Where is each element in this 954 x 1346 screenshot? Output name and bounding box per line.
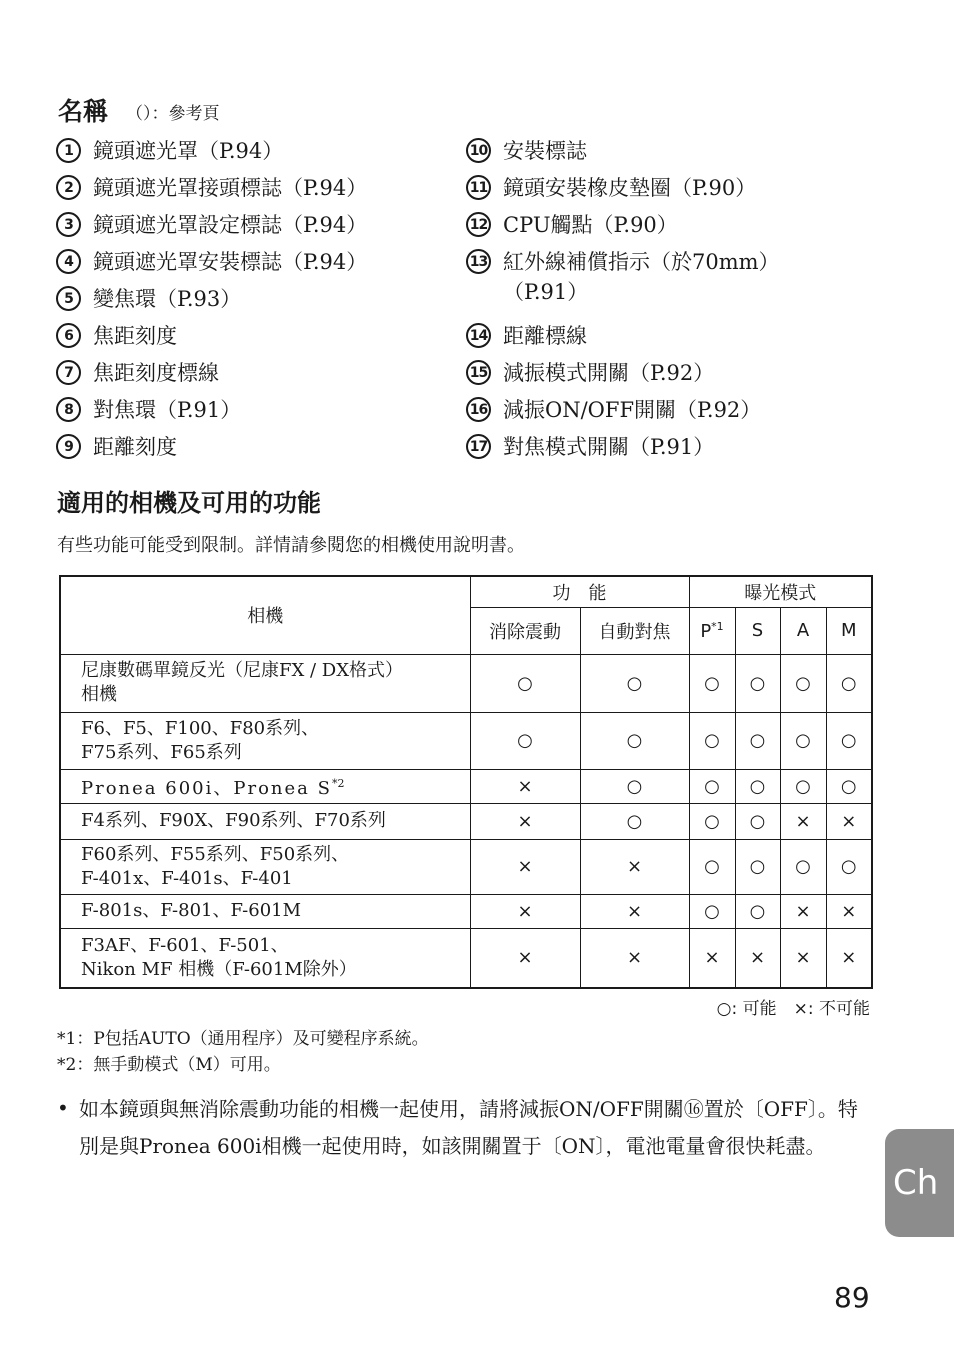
- mark-cell: ○: [580, 769, 689, 803]
- footnote-1: *1：P包括AUTO（通用程序）及可變程序系統。: [57, 1029, 429, 1049]
- circled-number: 13: [466, 249, 491, 274]
- mark-cell: ○: [580, 712, 689, 769]
- mark-cell: ×: [826, 928, 872, 988]
- part-name: 減振模式開關（P.92）: [503, 361, 715, 385]
- header-m: M: [826, 607, 872, 654]
- circled-number: 11: [466, 175, 491, 200]
- section-title: 適用的相機及可用的功能: [57, 489, 321, 517]
- part-name: 對焦模式開關（P.91）: [503, 435, 715, 459]
- mark-cell: ○: [826, 654, 872, 712]
- mark-cell: ○: [689, 654, 735, 712]
- chapter-tab-label: Ch: [893, 1163, 939, 1203]
- mark-cell: ○: [470, 654, 580, 712]
- chapter-tab: [885, 1129, 954, 1237]
- mark-cell: ×: [580, 839, 689, 894]
- header-p-label: P: [700, 620, 712, 642]
- mark-cell: ×: [780, 928, 826, 988]
- mark-cell: ○: [735, 803, 780, 839]
- camera-line: Nikon MF 相機（F-601M除外）: [81, 958, 357, 980]
- camera-line: 尼康數碼單鏡反光（尼康FX / DX格式）: [81, 660, 404, 681]
- header-af: 自動對焦: [580, 607, 689, 654]
- header-camera: 相機: [60, 576, 470, 654]
- circled-number: 1: [56, 138, 81, 163]
- names-title: 名稱: [58, 97, 109, 126]
- names-list-right: [466, 136, 833, 469]
- camera-line: Pronea 600i、Pronea S: [81, 777, 332, 799]
- table-row: [60, 712, 872, 769]
- table-row: [60, 894, 872, 928]
- table-row: [60, 839, 872, 894]
- part-name: 焦距刻度標線: [93, 361, 219, 385]
- footnote-2: *2：無手動模式（M）可用。: [57, 1055, 281, 1075]
- mark-cell: ○: [689, 894, 735, 928]
- note-text: 如本鏡頭與無消除震動功能的相機一起使用，請將減振ON/OFF開關⑯置於〔OFF〕。特別是與Pronea 600i相機一起使用時，如該開關置于〔ON〕，電池電量會很快耗盡。: [79, 1097, 858, 1158]
- camera-cell: [60, 654, 470, 712]
- table-legend: ○: 可能 ×: 不可能: [716, 999, 870, 1019]
- list-item: [56, 173, 367, 210]
- camera-line: F-401x、F-401s、F-401: [81, 867, 293, 889]
- camera-cell: [60, 769, 470, 803]
- header-exposure: 曝光模式: [689, 576, 872, 607]
- camera-cell: [60, 894, 470, 928]
- mark-cell: ×: [470, 894, 580, 928]
- part-name: 變焦環（P.93）: [93, 287, 242, 311]
- part-name: 焦距刻度: [93, 324, 177, 348]
- circled-number: 14: [466, 323, 491, 348]
- mark-cell: ×: [826, 894, 872, 928]
- header-a: A: [780, 607, 826, 654]
- camera-line: 相機: [81, 684, 117, 705]
- list-item: [466, 173, 833, 210]
- mark-cell: ×: [780, 803, 826, 839]
- camera-cell: [60, 928, 470, 988]
- part-name: 距離刻度: [93, 435, 177, 459]
- mark-cell: ×: [580, 928, 689, 988]
- table-row: [60, 769, 872, 803]
- circled-number: 5: [56, 286, 81, 311]
- mark-cell: ○: [735, 894, 780, 928]
- list-item: [56, 395, 367, 432]
- mark-cell: ×: [826, 803, 872, 839]
- mark-cell: ○: [826, 769, 872, 803]
- camera-line: F75系列、F65系列: [81, 741, 242, 763]
- mark-cell: ○: [470, 712, 580, 769]
- mark-cell: ○: [580, 803, 689, 839]
- camera-line: F6、F5、F100、F80系列、: [81, 717, 320, 739]
- part-name: 鏡頭安裝橡皮墊圈（P.90）: [503, 176, 757, 200]
- table-row: [60, 928, 872, 988]
- mark-cell: ○: [735, 712, 780, 769]
- mark-cell: ○: [689, 803, 735, 839]
- circled-number: 7: [56, 360, 81, 385]
- mark-cell: ×: [580, 894, 689, 928]
- part-name: 距離標線: [503, 324, 587, 348]
- part-name: 紅外線補償指示（於70mm）（P.91）: [503, 250, 780, 304]
- circled-number: 6: [56, 323, 81, 348]
- section-description: 有些功能可能受到限制。詳情請參閱您的相機使用說明書。: [57, 535, 525, 556]
- mark-cell: ○: [689, 769, 735, 803]
- part-name: 鏡頭遮光罩安裝標誌（P.94）: [93, 250, 368, 274]
- circled-number: 8: [56, 397, 81, 422]
- mark-cell: ○: [826, 712, 872, 769]
- camera-line: F3AF、F-601、F-501、: [81, 934, 289, 956]
- circled-number: 10: [466, 138, 491, 163]
- mark-cell: ○: [780, 712, 826, 769]
- list-item: [56, 247, 367, 284]
- table-row: [60, 654, 872, 712]
- bullet-icon: •: [57, 1096, 69, 1120]
- part-name: CPU觸點（P.90）: [503, 213, 678, 237]
- camera-cell: [60, 839, 470, 894]
- header-p-note: *1: [711, 619, 724, 633]
- header-s: S: [735, 607, 780, 654]
- names-subtitle: （）：參考頁: [126, 104, 220, 124]
- mark-cell: ○: [780, 654, 826, 712]
- list-item: [466, 247, 833, 321]
- mark-cell: ○: [780, 769, 826, 803]
- camera-cell: [60, 712, 470, 769]
- mark-cell: ○: [735, 654, 780, 712]
- mark-cell: ×: [689, 928, 735, 988]
- list-item: [466, 136, 833, 173]
- camera-line: F-801s、F-801、F-601M: [81, 900, 302, 921]
- list-item: [466, 210, 833, 247]
- mark-cell: ○: [735, 839, 780, 894]
- list-item: [56, 432, 367, 469]
- header-p: [689, 607, 735, 654]
- circled-number: 15: [466, 360, 491, 385]
- mark-cell: ○: [826, 839, 872, 894]
- part-name: 對焦環（P.91）: [93, 398, 242, 422]
- list-item: [56, 321, 367, 358]
- list-item: [466, 395, 833, 432]
- list-item: [466, 432, 833, 469]
- camera-line: F4系列、F90X、F90系列、F70系列: [81, 810, 386, 831]
- table-row: [60, 803, 872, 839]
- circled-number: 2: [56, 175, 81, 200]
- mark-cell: ○: [689, 839, 735, 894]
- camera-cell: [60, 803, 470, 839]
- part-name: 鏡頭遮光罩（P.94）: [93, 139, 284, 163]
- part-name: 減振ON/OFF開關（P.92）: [503, 398, 762, 422]
- camera-line: F60系列、F55系列、F50系列、: [81, 843, 350, 865]
- mark-cell: ×: [470, 928, 580, 988]
- header-function: 功 能: [470, 576, 689, 607]
- header-vr: 消除震動: [470, 607, 580, 654]
- mark-cell: ×: [470, 839, 580, 894]
- part-name: 安裝標誌: [503, 139, 587, 163]
- circled-number: 17: [466, 434, 491, 459]
- mark-cell: ×: [470, 803, 580, 839]
- page-number: 89: [834, 1281, 870, 1314]
- list-item: [56, 358, 367, 395]
- list-item: [56, 210, 367, 247]
- mark-cell: ○: [780, 839, 826, 894]
- circled-number: 3: [56, 212, 81, 237]
- list-item: [466, 358, 833, 395]
- circled-number: 12: [466, 212, 491, 237]
- mark-cell: ×: [780, 894, 826, 928]
- circled-number: 9: [56, 434, 81, 459]
- mark-cell: ○: [689, 712, 735, 769]
- mark-cell: ○: [580, 654, 689, 712]
- circled-number: 4: [56, 249, 81, 274]
- list-item: [466, 321, 833, 358]
- list-item: [56, 136, 367, 173]
- names-list-left: [56, 136, 367, 469]
- part-name: 鏡頭遮光罩設定標誌（P.94）: [93, 213, 368, 237]
- part-name: 鏡頭遮光罩接頭標誌（P.94）: [93, 176, 368, 200]
- circled-number: 16: [466, 397, 491, 422]
- compatibility-table: [59, 575, 873, 989]
- mark-cell: ×: [470, 769, 580, 803]
- footnote-ref: *2: [331, 776, 345, 790]
- mark-cell: ○: [735, 769, 780, 803]
- list-item: [56, 284, 367, 321]
- mark-cell: ×: [735, 928, 780, 988]
